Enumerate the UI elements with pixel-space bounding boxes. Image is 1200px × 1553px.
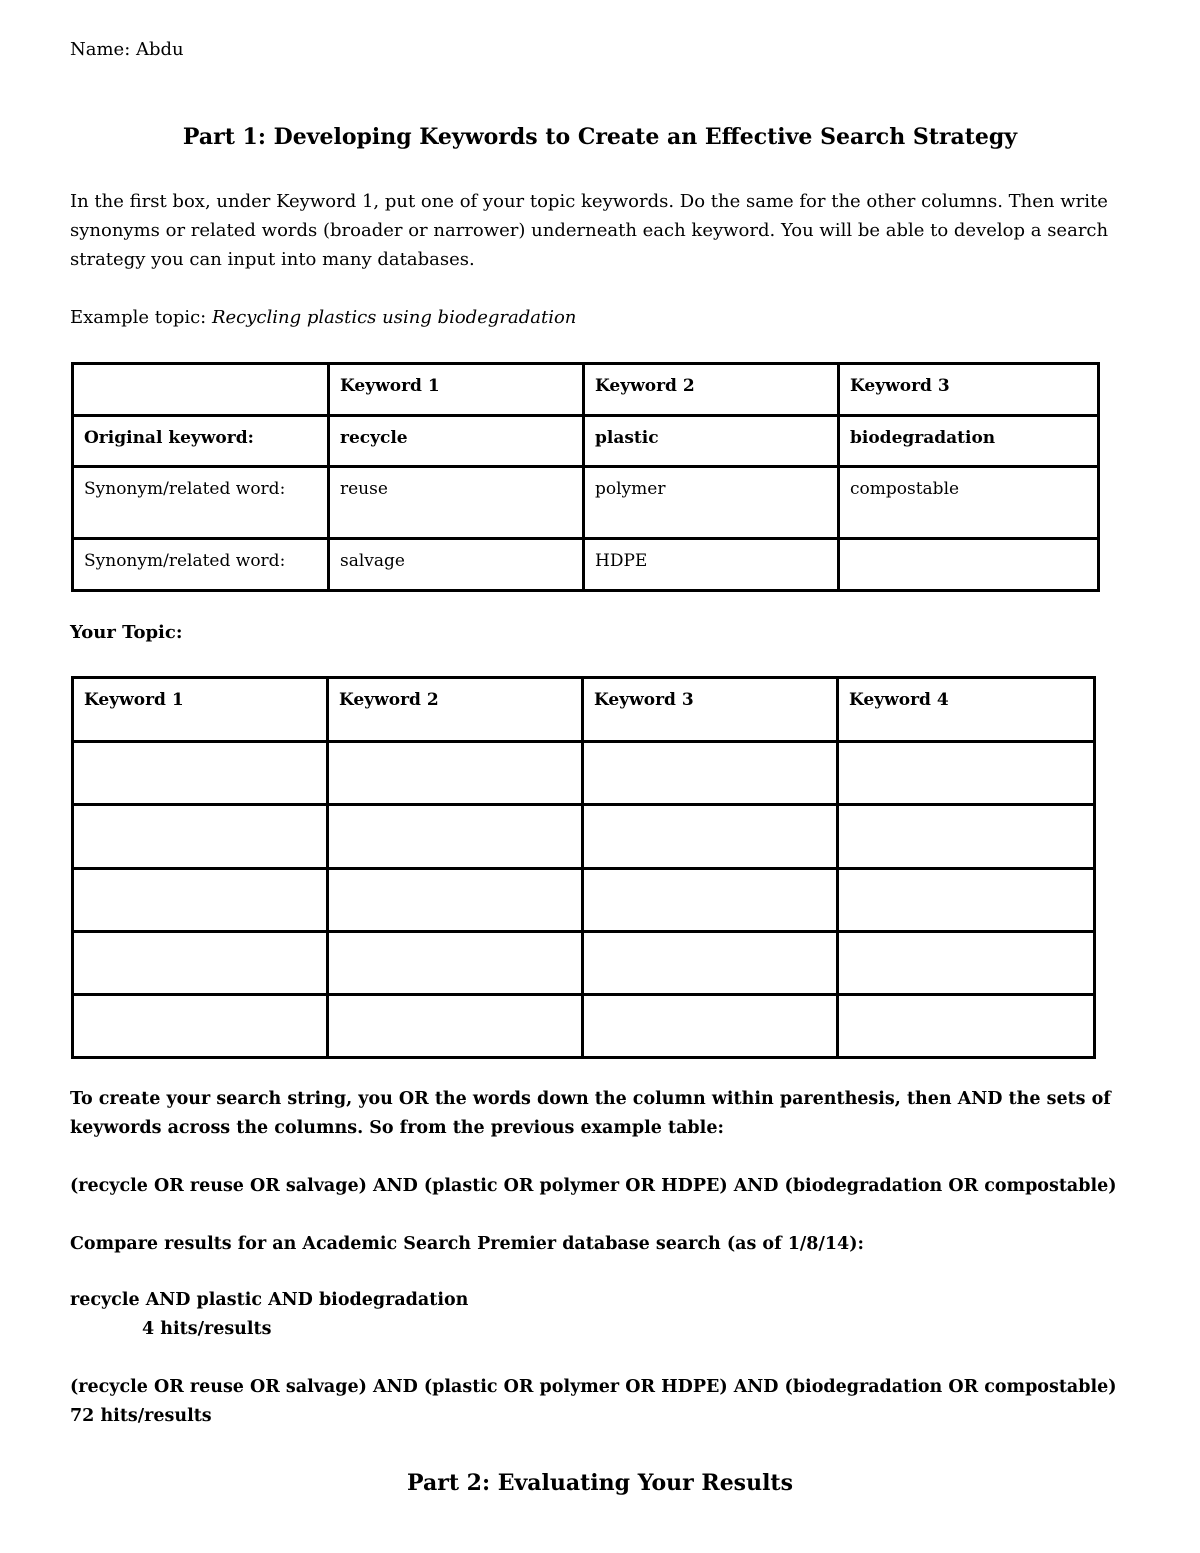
table-cell[interactable] (583, 742, 838, 805)
table-cell: plastic (584, 416, 839, 467)
your-topic-label: Your Topic: (70, 622, 183, 643)
query-1-hits: 4 hits/results (142, 1319, 272, 1339)
table-cell[interactable] (583, 995, 838, 1058)
table-cell[interactable] (838, 932, 1095, 995)
table-cell[interactable] (838, 805, 1095, 869)
student-name: Name: Abdu (70, 39, 184, 60)
table-header-cell: Keyword 2 (584, 364, 839, 416)
query-2-hits: 72 hits/results (70, 1406, 212, 1426)
table-cell: recycle (329, 416, 584, 467)
table-cell: HDPE (584, 539, 839, 591)
table-cell[interactable] (583, 805, 838, 869)
intro-line-3: strategy you can input into many databases. (70, 249, 475, 270)
table-header-row (73, 364, 1099, 416)
example-search-string: (recycle OR reuse OR salvage) AND (plastic OR polymer OR HDPE) AND (biodegradation OR compostable) (70, 1176, 1117, 1196)
table-cell[interactable] (328, 932, 583, 995)
table-row (73, 742, 1095, 805)
table-cell: biodegradation (839, 416, 1099, 467)
query-2: (recycle OR reuse OR salvage) AND (plastic OR polymer OR HDPE) AND (biodegradation OR compostable) (70, 1377, 1117, 1397)
table-cell[interactable] (328, 742, 583, 805)
table-cell[interactable] (838, 869, 1095, 932)
example-keyword-table (71, 362, 1100, 592)
instruction-line-1: To create your search string, you OR the words down the column within parenthesis, then AND the sets of (70, 1089, 1111, 1109)
table-cell[interactable] (328, 869, 583, 932)
table-row (73, 539, 1099, 591)
table-row (73, 995, 1095, 1058)
part1-title: Part 1: Developing Keywords to Create an Effective Search Strategy (182, 124, 1018, 150)
table-row (73, 805, 1095, 869)
table-cell[interactable] (838, 742, 1095, 805)
table-cell: compostable (839, 467, 1099, 539)
example-topic-label: Example topic: (70, 307, 212, 328)
table-header-cell: Keyword 1 (329, 364, 584, 416)
table-header-cell: Keyword 2 (328, 678, 583, 742)
table-cell[interactable] (73, 869, 328, 932)
table-cell: reuse (329, 467, 584, 539)
table-row (73, 932, 1095, 995)
compare-results-line: Compare results for an Academic Search Premier database search (as of 1/8/14): (70, 1234, 864, 1254)
table-cell[interactable] (583, 932, 838, 995)
table-cell[interactable] (838, 995, 1095, 1058)
topic-keyword-table (71, 676, 1096, 1059)
table-cell: salvage (329, 539, 584, 591)
table-cell[interactable] (73, 742, 328, 805)
table-cell[interactable] (328, 995, 583, 1058)
table-cell[interactable] (583, 869, 838, 932)
table-cell[interactable] (73, 932, 328, 995)
table-cell[interactable] (73, 805, 328, 869)
table-row (73, 467, 1099, 539)
table-row (73, 869, 1095, 932)
table-header-row (73, 678, 1095, 742)
table-cell: Synonym/related word: (73, 467, 329, 539)
table-cell[interactable] (328, 805, 583, 869)
instruction-line-2: keywords across the columns. So from the previous example table: (70, 1118, 724, 1138)
table-header-cell: Keyword 1 (73, 678, 328, 742)
table-header-cell: Keyword 4 (838, 678, 1095, 742)
example-topic-value: Recycling plastics using biodegradation (211, 307, 577, 328)
table-cell[interactable] (73, 995, 328, 1058)
table-cell (839, 539, 1099, 591)
part2-title: Part 2: Evaluating Your Results (407, 1470, 793, 1496)
intro-line-2: synonyms or related words (broader or narrower) underneath each keyword. You will be able to develop a search (70, 220, 1109, 241)
intro-line-1: In the first box, under Keyword 1, put one of your topic keywords. Do the same for the other columns. Then write (70, 191, 1108, 212)
table-header-cell: Keyword 3 (839, 364, 1099, 416)
table-cell (73, 364, 329, 416)
table-cell: Original keyword: (73, 416, 329, 467)
table-cell: polymer (584, 467, 839, 539)
example-topic-line (70, 303, 576, 332)
query-1: recycle AND plastic AND biodegradation (70, 1290, 469, 1310)
table-header-cell: Keyword 3 (583, 678, 838, 742)
table-row (73, 416, 1099, 467)
table-cell: Synonym/related word: (73, 539, 329, 591)
